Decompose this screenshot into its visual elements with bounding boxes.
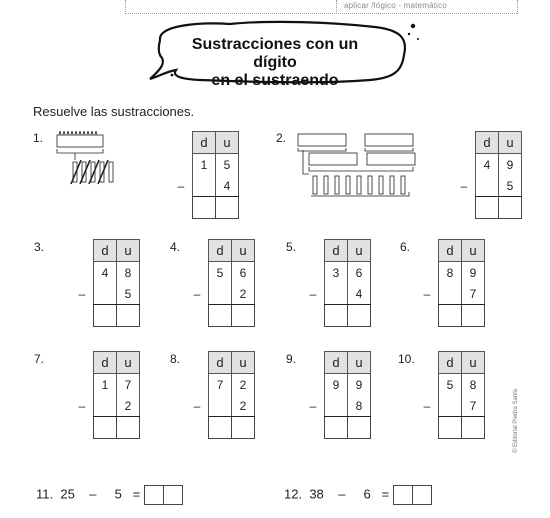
minus-sign: – (78, 398, 86, 413)
tens-header: d (94, 240, 117, 262)
minuend-units: 6 (348, 262, 371, 284)
minuend-units: 8 (117, 262, 140, 284)
minuend-units: 7 (117, 374, 140, 396)
units-header: u (462, 352, 485, 374)
exercise-number: 2. (276, 131, 287, 145)
tens-header: d (476, 132, 499, 154)
answer-units-box[interactable] (499, 197, 522, 219)
subtraction-grid (170, 131, 239, 219)
subtraction-grid (186, 351, 255, 439)
crayon-group-illustration (295, 126, 435, 198)
operand-a: 38 (309, 486, 324, 502)
subtraction-grid (416, 351, 485, 439)
answer-units-box[interactable] (232, 305, 255, 327)
operand-a: 25 (60, 486, 75, 502)
crayon-group-illustration (53, 128, 138, 188)
answer-tens-box[interactable] (439, 305, 462, 327)
subtraction-grid (186, 239, 255, 327)
subtrahend-units: 5 (117, 283, 140, 305)
units-header: u (348, 352, 371, 374)
exercise-number: 10. (398, 352, 415, 366)
answer-tens-box[interactable] (193, 197, 216, 219)
answer-tens-box[interactable] (209, 305, 232, 327)
minuend-units: 5 (216, 154, 239, 176)
answer-units-box[interactable] (348, 305, 371, 327)
page-title (170, 36, 380, 90)
units-header: u (462, 240, 485, 262)
minuend-tens: 4 (94, 262, 117, 284)
minuend-tens: 5 (439, 374, 462, 396)
subtraction-grid (302, 239, 371, 327)
answer-tens-box[interactable] (94, 417, 117, 439)
minus-sign: – (460, 178, 468, 193)
title-line-2: en el sustraendo (211, 72, 339, 89)
subtrahend-units: 4 (216, 175, 239, 197)
subtrahend-units: 2 (232, 395, 255, 417)
minuend-tens: 9 (325, 374, 348, 396)
answer-units-box[interactable] (117, 305, 140, 327)
answer-units-box[interactable] (348, 417, 371, 439)
tens-header: d (439, 352, 462, 374)
minuend-units: 9 (462, 262, 485, 284)
minuend-units: 9 (348, 374, 371, 396)
answer-units-box[interactable] (462, 417, 485, 439)
tens-header: d (439, 240, 462, 262)
minuend-tens: 7 (209, 374, 232, 396)
answer-units-box[interactable] (232, 417, 255, 439)
equals-sign: = (132, 486, 141, 502)
minuend-units: 8 (462, 374, 485, 396)
answer-units-box[interactable] (413, 485, 432, 505)
answer-tens-box[interactable] (144, 485, 164, 505)
minuend-tens: 3 (325, 262, 348, 284)
units-header: u (348, 240, 371, 262)
subtraction-grid (302, 351, 371, 439)
exercise-number: 1. (33, 131, 44, 145)
minus-sign: – (309, 286, 317, 301)
subtrahend-units: 2 (117, 395, 140, 417)
subtraction-grid (71, 239, 140, 327)
exercise-number: 5. (286, 240, 297, 254)
subtrahend-units: 5 (499, 175, 522, 197)
answer-units-box[interactable] (164, 485, 183, 505)
header-subtitle: aplicar /lógico - matemático (344, 1, 447, 10)
units-header: u (232, 352, 255, 374)
instruction-text: Resuelve las sustracciones. (33, 104, 195, 119)
subtrahend-units: 7 (462, 395, 485, 417)
exercise-number: 8. (170, 352, 181, 366)
inline-exercise-11 (36, 485, 183, 505)
answer-units-box[interactable] (117, 417, 140, 439)
minuend-units: 2 (232, 374, 255, 396)
operand-b: 6 (363, 486, 371, 502)
subtrahend-units: 7 (462, 283, 485, 305)
tens-header: d (193, 132, 216, 154)
minus-sign: – (309, 398, 317, 413)
units-header: u (232, 240, 255, 262)
exercise-number: 4. (170, 240, 181, 254)
units-header: u (117, 352, 140, 374)
tens-header: d (209, 240, 232, 262)
subtraction-grid (416, 239, 485, 327)
minuend-tens: 8 (439, 262, 462, 284)
tens-header: d (94, 352, 117, 374)
inline-exercise-12 (284, 485, 432, 505)
minuend-units: 9 (499, 154, 522, 176)
tens-header: d (209, 352, 232, 374)
exercise-number: 6. (400, 240, 411, 254)
exercise-number: 3. (34, 240, 45, 254)
subtrahend-units: 8 (348, 395, 371, 417)
minus-sign: – (78, 286, 86, 301)
minus-sign: – (423, 398, 431, 413)
tens-header: d (325, 352, 348, 374)
answer-tens-box[interactable] (439, 417, 462, 439)
answer-tens-box[interactable] (94, 305, 117, 327)
title-line-1: Sustracciones con un dígito (191, 36, 359, 71)
subtraction-grid (453, 131, 522, 219)
subtrahend-units: 2 (232, 283, 255, 305)
exercise-number: 11. (36, 486, 54, 502)
minuend-units: 6 (232, 262, 255, 284)
answer-tens-box[interactable] (209, 417, 232, 439)
units-header: u (117, 240, 140, 262)
exercise-number: 7. (34, 352, 45, 366)
minuend-tens: 1 (193, 154, 216, 176)
minus-sign: – (193, 286, 201, 301)
minus-sign: – (177, 178, 185, 193)
minuend-tens: 1 (94, 374, 117, 396)
answer-units-box[interactable] (216, 197, 239, 219)
answer-units-box[interactable] (462, 305, 485, 327)
minuend-tens: 4 (476, 154, 499, 176)
answer-tens-box[interactable] (325, 305, 348, 327)
operator: – (338, 486, 346, 502)
answer-tens-box[interactable] (393, 485, 413, 505)
operand-b: 5 (114, 486, 122, 502)
answer-tens-box[interactable] (476, 197, 499, 219)
minuend-tens: 5 (209, 262, 232, 284)
equals-sign: = (381, 486, 390, 502)
answer-tens-box[interactable] (325, 417, 348, 439)
minus-sign: – (193, 398, 201, 413)
units-header: u (499, 132, 522, 154)
subtraction-grid (71, 351, 140, 439)
exercise-number: 12. (284, 486, 303, 502)
operator: – (89, 486, 97, 502)
tens-header: d (325, 240, 348, 262)
subtrahend-units: 4 (348, 283, 371, 305)
minus-sign: – (423, 286, 431, 301)
copyright-notice: © Editorial Piedra Santa (513, 388, 519, 453)
exercise-number: 9. (286, 352, 297, 366)
units-header: u (216, 132, 239, 154)
